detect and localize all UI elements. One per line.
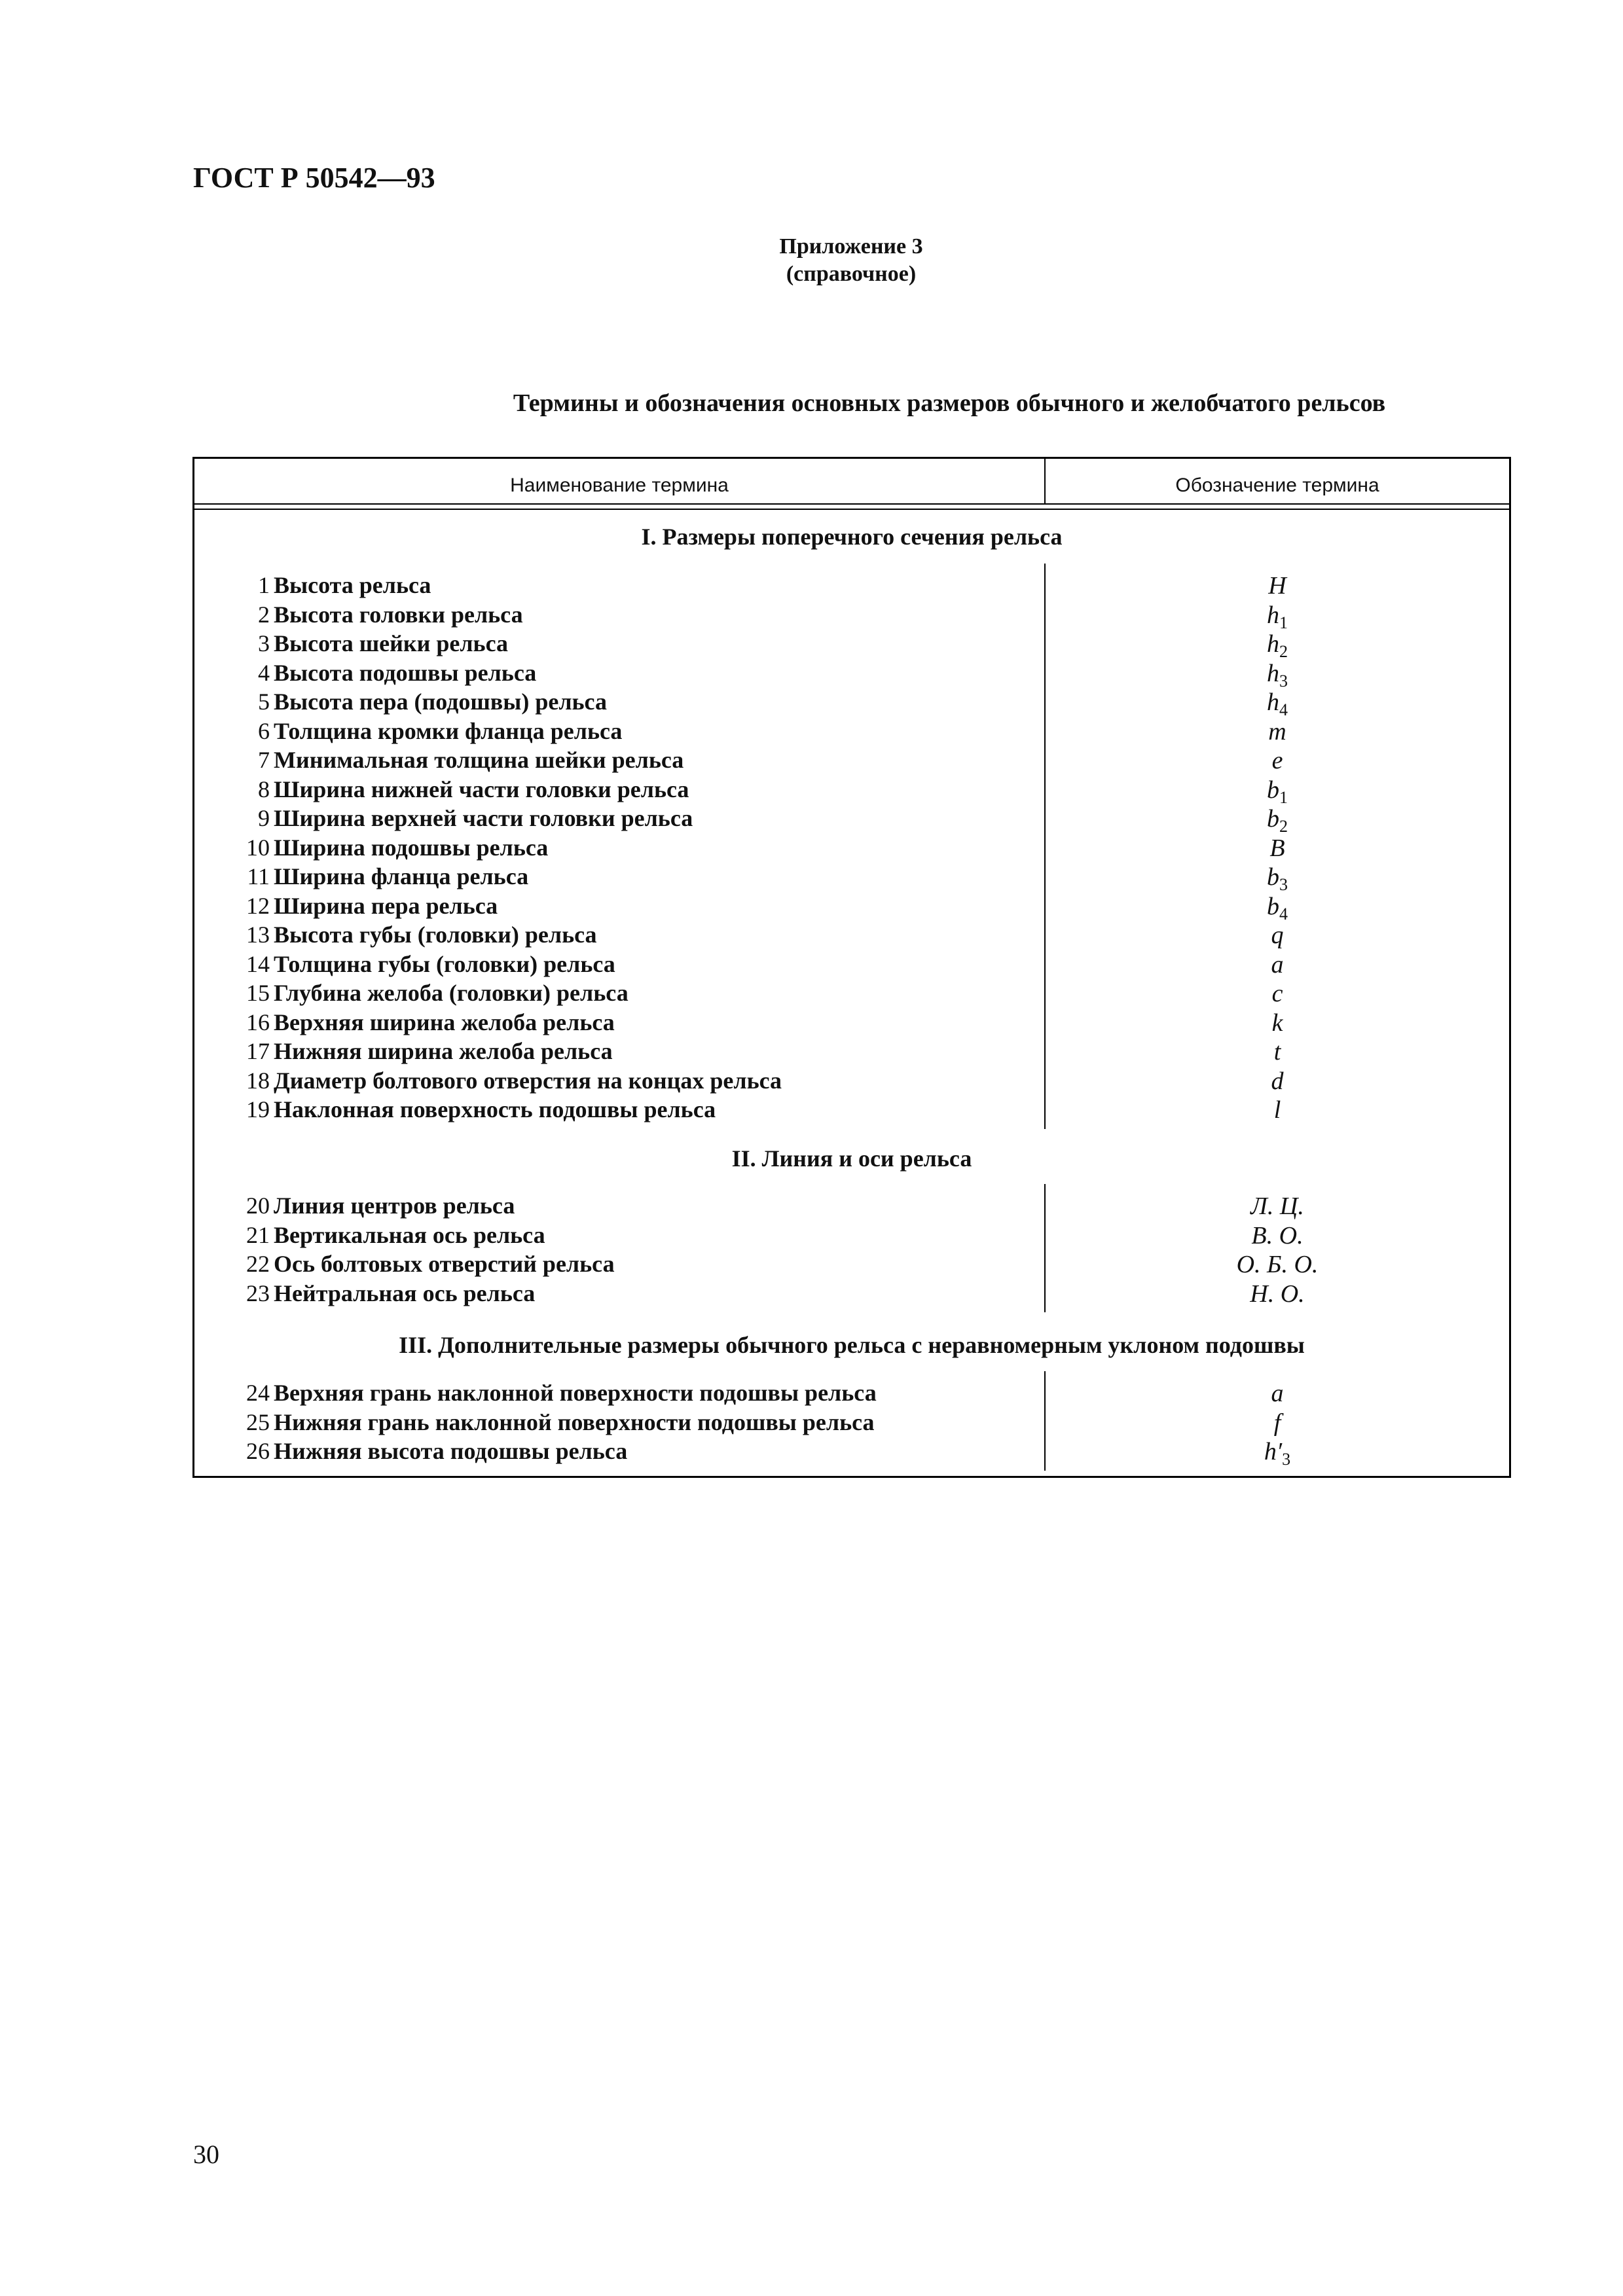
section-title: II. Линия и оси рельса <box>731 1145 972 1172</box>
term-symbol <box>1047 571 1508 600</box>
term-symbol <box>1047 1096 1508 1124</box>
term-number: 25 <box>246 1408 270 1435</box>
term-name: Наклонная поверхность подошвы рельса <box>274 1096 716 1122</box>
term-symbol-main: b <box>1267 805 1279 833</box>
term-symbol-main: b <box>1267 863 1279 891</box>
term-symbol-subscript: 3 <box>1279 671 1288 691</box>
term-name: Нижняя грань наклонной поверхности подошвы рельса <box>274 1408 875 1435</box>
appendix-title: Приложение 3 <box>779 234 923 259</box>
term-name: Линия центров рельса <box>274 1193 515 1219</box>
term-number: 1 <box>258 572 270 598</box>
term-symbol <box>1047 863 1508 895</box>
column-divider <box>1044 564 1046 1129</box>
term-symbol-main: h′ <box>1264 1438 1283 1465</box>
term-number: 11 <box>247 863 270 889</box>
term-name: Высота головки рельса <box>274 601 523 628</box>
term-name: Глубина желоба (головки) рельса <box>274 980 629 1006</box>
term-symbol <box>1047 688 1508 720</box>
term-number: 19 <box>246 1096 270 1122</box>
term-name: Ось болтовых отверстий рельса <box>274 1251 615 1277</box>
term-symbol <box>1047 1250 1508 1279</box>
term-symbol <box>1047 1408 1508 1437</box>
term-symbol-main: l <box>1273 1096 1281 1124</box>
term-symbol-main: h <box>1267 601 1279 629</box>
table-header <box>194 459 1509 507</box>
term-symbol-subscript: 4 <box>1279 904 1288 924</box>
term-symbol-main: О. Б. О. <box>1236 1251 1319 1278</box>
section-title: III. Дополнительные размеры обычного рельса с неравномерным уклоном подошвы <box>399 1332 1305 1358</box>
term-symbol <box>1047 979 1508 1008</box>
term-symbol-main: f <box>1273 1408 1281 1437</box>
term-number: 4 <box>258 659 270 686</box>
term-symbol <box>1047 1009 1508 1037</box>
term-symbol-subscript: 1 <box>1279 613 1288 632</box>
term-symbol-subscript: 4 <box>1279 700 1288 719</box>
term-symbol <box>1047 717 1508 746</box>
term-symbol-main: b <box>1267 776 1279 804</box>
term-number: 12 <box>246 892 270 919</box>
term-number: 5 <box>258 689 270 715</box>
term-name: Диаметр болтового отверстия на концах рельса <box>274 1067 782 1094</box>
term-symbol-main: h <box>1267 659 1279 687</box>
term-symbol-main: d <box>1271 1067 1284 1095</box>
term-name: Ширина нижней части головки рельса <box>274 776 689 802</box>
column-header-term-name: Наименование термина <box>510 475 729 496</box>
header-divider-line <box>194 503 1509 505</box>
term-number: 24 <box>246 1380 270 1406</box>
term-number: 16 <box>246 1009 270 1035</box>
term-symbol <box>1047 601 1508 633</box>
term-symbol <box>1047 630 1508 662</box>
term-symbol <box>1047 776 1508 808</box>
term-name: Нейтральная ось рельса <box>274 1280 536 1306</box>
term-symbol-main: b <box>1267 892 1279 920</box>
term-name: Высота подошвы рельса <box>274 659 537 686</box>
terms-table <box>192 457 1511 1478</box>
term-symbol <box>1047 950 1508 979</box>
term-symbol-subscript: 2 <box>1279 817 1288 836</box>
term-name: Верхняя ширина желоба рельса <box>274 1009 615 1035</box>
term-number: 15 <box>246 980 270 1006</box>
term-symbol-subscript: 3 <box>1282 1450 1291 1469</box>
term-number: 9 <box>258 805 270 831</box>
appendix-type: (справочное) <box>786 262 917 286</box>
term-symbol-main: q <box>1271 922 1284 949</box>
term-name: Высота шейки рельса <box>274 630 508 656</box>
column-divider <box>1044 1184 1046 1312</box>
term-symbol <box>1047 1221 1508 1250</box>
term-number: 10 <box>246 834 270 861</box>
page-number: 30 <box>193 2140 219 2169</box>
term-symbol-main: Н. О. <box>1250 1280 1305 1308</box>
term-number: 2 <box>258 601 270 628</box>
column-divider <box>1044 1371 1046 1471</box>
term-symbol-main: e <box>1271 747 1283 774</box>
term-number: 17 <box>246 1038 270 1064</box>
term-name: Ширина фланца рельса <box>274 863 529 889</box>
term-symbol <box>1047 1280 1508 1308</box>
term-number: 3 <box>258 630 270 656</box>
term-name: Верхняя грань наклонной поверхности подошвы рельса <box>274 1380 877 1406</box>
term-symbol <box>1047 892 1508 924</box>
document-code: ГОСТ Р 50542—93 <box>193 162 435 194</box>
header-divider-line <box>194 509 1509 510</box>
term-number: 6 <box>258 717 270 744</box>
term-symbol-subscript: 2 <box>1279 642 1288 661</box>
term-name: Высота губы (головки) рельса <box>274 922 597 948</box>
term-symbol-subscript: 1 <box>1279 787 1288 807</box>
term-number: 22 <box>246 1251 270 1277</box>
term-symbol <box>1047 804 1508 836</box>
term-number: 8 <box>258 776 270 802</box>
term-symbol-main: B <box>1269 834 1285 862</box>
term-symbol-main: a <box>1271 950 1284 978</box>
term-name: Ширина подошвы рельса <box>274 834 549 861</box>
term-number: 18 <box>246 1067 270 1094</box>
term-symbol <box>1047 1067 1508 1096</box>
section-title: I. Размеры поперечного сечения рельса <box>641 524 1063 550</box>
term-symbol <box>1047 746 1508 775</box>
term-name: Вертикальная ось рельса <box>274 1221 545 1248</box>
table-title: Термины и обозначения основных размеров обычного и желобчатого рельсов <box>513 389 1386 417</box>
term-name: Высота рельса <box>274 572 431 598</box>
term-number: 26 <box>246 1438 270 1464</box>
term-symbol <box>1047 1379 1508 1408</box>
term-symbol <box>1047 1192 1508 1221</box>
term-symbol-main: c <box>1271 980 1283 1007</box>
term-name: Нижняя ширина желоба рельса <box>274 1038 613 1064</box>
term-number: 7 <box>258 747 270 773</box>
term-name: Ширина пера рельса <box>274 892 498 919</box>
term-symbol <box>1047 659 1508 691</box>
term-symbol <box>1047 921 1508 950</box>
term-symbol-main: h <box>1267 689 1279 716</box>
header-column-divider <box>1044 459 1046 505</box>
term-symbol-main: t <box>1273 1038 1281 1066</box>
column-header-term-symbol: Обозначение термина <box>1175 475 1379 496</box>
term-symbol-main: В. О. <box>1251 1221 1304 1249</box>
term-name: Толщина губы (головки) рельса <box>274 950 615 977</box>
term-symbol-main: m <box>1268 717 1286 745</box>
term-name: Высота пера (подошвы) рельса <box>274 689 607 715</box>
term-name: Нижняя высота подошвы рельса <box>274 1438 628 1464</box>
term-symbol <box>1047 834 1508 863</box>
term-number: 14 <box>246 950 270 977</box>
term-symbol-main: a <box>1271 1380 1284 1407</box>
term-number: 23 <box>246 1280 270 1306</box>
term-name: Минимальная толщина шейки рельса <box>274 747 684 773</box>
term-number: 20 <box>246 1193 270 1219</box>
term-number: 21 <box>246 1221 270 1248</box>
term-name: Ширина верхней части головки рельса <box>274 805 693 831</box>
term-symbol-main: Л. Ц. <box>1250 1193 1304 1220</box>
term-symbol <box>1047 1437 1508 1469</box>
term-symbol-subscript: 3 <box>1279 875 1288 894</box>
term-symbol-main: h <box>1267 630 1279 658</box>
term-number: 13 <box>246 922 270 948</box>
term-symbol-main: H <box>1268 572 1286 600</box>
term-symbol-main: k <box>1271 1009 1283 1037</box>
term-symbol <box>1047 1037 1508 1066</box>
term-name: Толщина кромки фланца рельса <box>274 717 623 744</box>
